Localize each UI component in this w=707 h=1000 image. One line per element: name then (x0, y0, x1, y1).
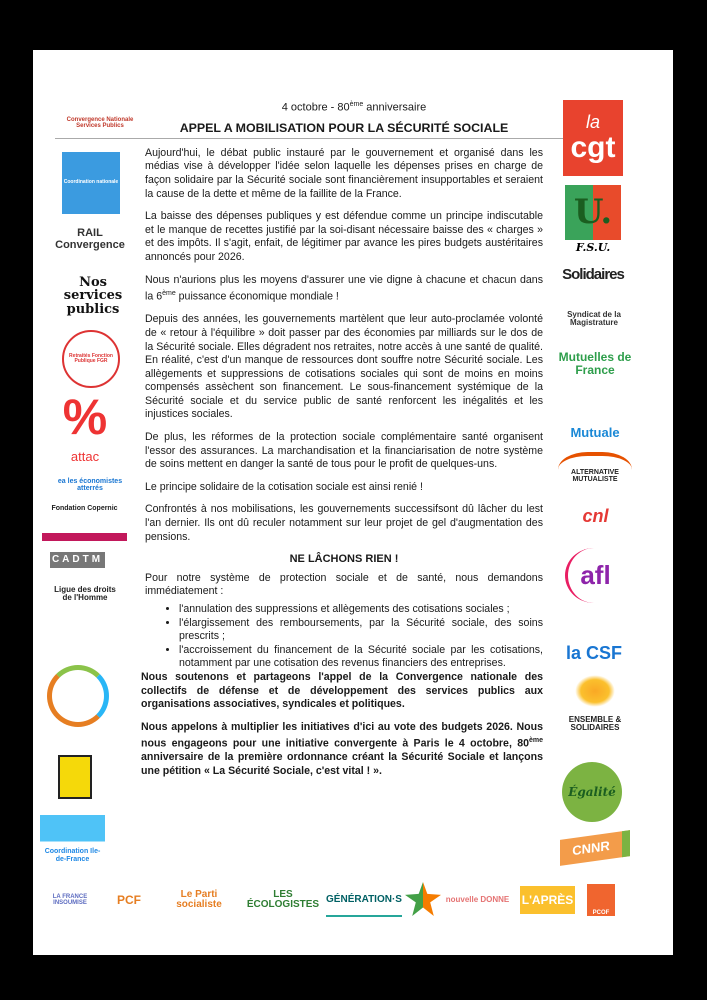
logo-fsu: F.S.U. (575, 241, 611, 255)
logo-cnl: cnl (582, 505, 609, 526)
rainbow-circle-logo-icon (47, 665, 109, 727)
logo-ecologistes: LES ÉCOLOGISTES (246, 888, 320, 910)
section-heading: NE LÂCHONS RIEN ! (289, 553, 399, 566)
logo-nouvelle-donne: nouvelle DONNE (445, 894, 510, 904)
logo-convergence-services-publics: Convergence Nationale Services Publics (66, 116, 134, 129)
date-sup: ème (349, 101, 364, 108)
demands-list (145, 603, 543, 671)
paragraph (145, 274, 543, 305)
paragraph: Nous soutenons et partageons l'appel de la Convergence nationale des collectifs de défense et de développement des services publics aux organisations associatives, syndicales et politiques. (141, 670, 543, 711)
house-logo-icon (58, 755, 92, 799)
logo-cgt (563, 100, 623, 176)
paragraph: De plus, les réformes de la protection sociale complémentaire santé organisent l'essor des assurances. La marchandisation et la financiarisation de notre système de soins mettent en danger la santé de tous pour le profit de quelques-uns. (145, 431, 543, 471)
p10-sup: ème (528, 737, 543, 745)
logo-syndicat-magistrature: Syndicat de la Magistrature (567, 309, 621, 327)
logo-ldh: Ligue des droits de l'Homme (54, 585, 116, 603)
logo-nos-services-publics: Nos services publics (63, 274, 123, 317)
cgt-la: la (585, 111, 600, 132)
paragraph: La baisse des dépenses publiques y est défendue comme un principe indiscutable et le manque de recettes justifié par la soi-disant nécessaire baisse des « charges » et des impôts. Il s'agit, enfait, de légitimer par avance les pires budgets austéritaires annoncés pour 2026. (145, 210, 543, 263)
paragraph (141, 721, 543, 779)
logo-cadtm: CADTM (50, 552, 105, 568)
logo-ensemble-solidaires: ENSEMBLE & SOLIDAIRES (568, 714, 622, 732)
logo-lapres: L'APRÈS (520, 886, 575, 914)
logo-coordination-idf: Coordination Ile-de-France (40, 815, 105, 863)
cgt-text: cgt (570, 130, 616, 164)
logo-parti-socialiste: Le Parti socialiste (176, 888, 222, 910)
logo-fsu-mark: U. (565, 185, 621, 240)
logo-mutuelles-de-france: Mutuelles de France (558, 350, 632, 377)
logo-lfi: LA FRANCE INSOUMISE (52, 893, 88, 906)
logo-alternative-mutualiste: ALTERNATIVE MUTUALISTE (558, 452, 632, 496)
logo-csf: la CSF (565, 643, 622, 664)
paragraph: Pour notre système de protection sociale et de santé, nous demandons immédiatement : (145, 571, 543, 598)
paragraph: Depuis des années, les gouvernements martèlent que leur auto-proclamée volonté de « retour à l'équilibre » doit passer par des économies par milliards sur le dos de la Sécurité sociale. Elles dégradent nos retraites, notre accès à une santé de qualité. En réalité, c'est d'un manque de ressources dont souffre notre Sécurité sociale. Les allègements et suppressions de cotisations sociales qui sont de moins en moins compensés assèchent son financement. Le sous-financement systémique de la Sécurité sociale et du service public de santé renforcent les inégalités et les injustices sociales. (145, 313, 543, 421)
date-text: 4 octobre - 80 (281, 101, 350, 114)
p10-text: Nous appelons à multiplier les initiatives d'ici au vote des budgets 2026. Nous nous engageons pour une initiative convergente à Paris le 4 octobre, 80 (141, 720, 543, 750)
logo-fgr: Retraités Fonction Publique FGR (62, 330, 120, 388)
logo-generations: GÉNÉRATION·S (326, 885, 402, 917)
p10-text-end: anniversaire de la première ordonnance créant la Sécurité Sociale et lançons une pétition « La Sécurité Sociale, c'est vital ! ». (141, 751, 543, 778)
logo-afl: afl (565, 548, 623, 603)
paragraph: Le principe solidaire de la cotisation sociale est ainsi renié ! (145, 480, 423, 493)
logo-pcof: PCOF (587, 884, 615, 916)
p3-sup: ème (162, 290, 176, 298)
date-suffix: anniversaire (363, 101, 427, 114)
list-item: • l'annulation des suppressions et allègements des cotisations sociales ; (179, 603, 543, 617)
logo-attac: attac (70, 449, 100, 465)
list-item: • l'élargissement des remboursements, par la Sécurité sociale, des soins prescrits ; (179, 617, 543, 644)
logo-egalite: Égalité (562, 762, 622, 822)
logo-coordination: Coordination nationale (62, 152, 120, 214)
page-title: APPEL A MOBILISATION POUR LA SÉCURITÉ SOCIALE (55, 122, 563, 139)
logo-pcf: PCF (117, 892, 141, 907)
logo-cnnr: CNNR (560, 830, 630, 866)
logo-attac-percent: % (62, 389, 108, 446)
event-date (165, 98, 543, 115)
p3-text-end: puissance économique mondiale ! (175, 290, 339, 303)
p3-text: Nous n'aurions plus les moyens d'assurer une vie digne à chacune et chacun dans la 6 (145, 273, 543, 303)
logo-economistes-atterres: ea les économistes atterrés (57, 477, 123, 492)
logo-mutuale: Mutuale (570, 425, 620, 441)
logo-solidaires: Solidaires (562, 266, 624, 284)
document-body (141, 98, 543, 788)
logo-fondation-copernic: Fondation Copernic (42, 505, 127, 541)
tree-logo-icon (575, 675, 615, 707)
paragraph: Aujourd'hui, le débat public instauré par le gouvernement et organisé dans les médias vise à développer l'idée selon laquelle les dépenses prises en charge de façon solidaire par la Sécurité sociale sont financièrement insupportables et seraient la cause de la dette et même de la faillite de la France. (145, 146, 543, 200)
paragraph: Confrontés à nos mobilisations, les gouvernements successifsont dû lâcher du lest l'an dernier. Ils ont dû reculer notamment sur leur projet de gel d'augmentation des pensions. (145, 503, 543, 543)
logo-rail-convergence: RAIL Convergence (55, 227, 125, 251)
list-item: • l'accroissement du financement de la Sécurité sociale par les cotisations, notamment par une cotisation des revenus financiers des entreprises. (179, 644, 543, 671)
